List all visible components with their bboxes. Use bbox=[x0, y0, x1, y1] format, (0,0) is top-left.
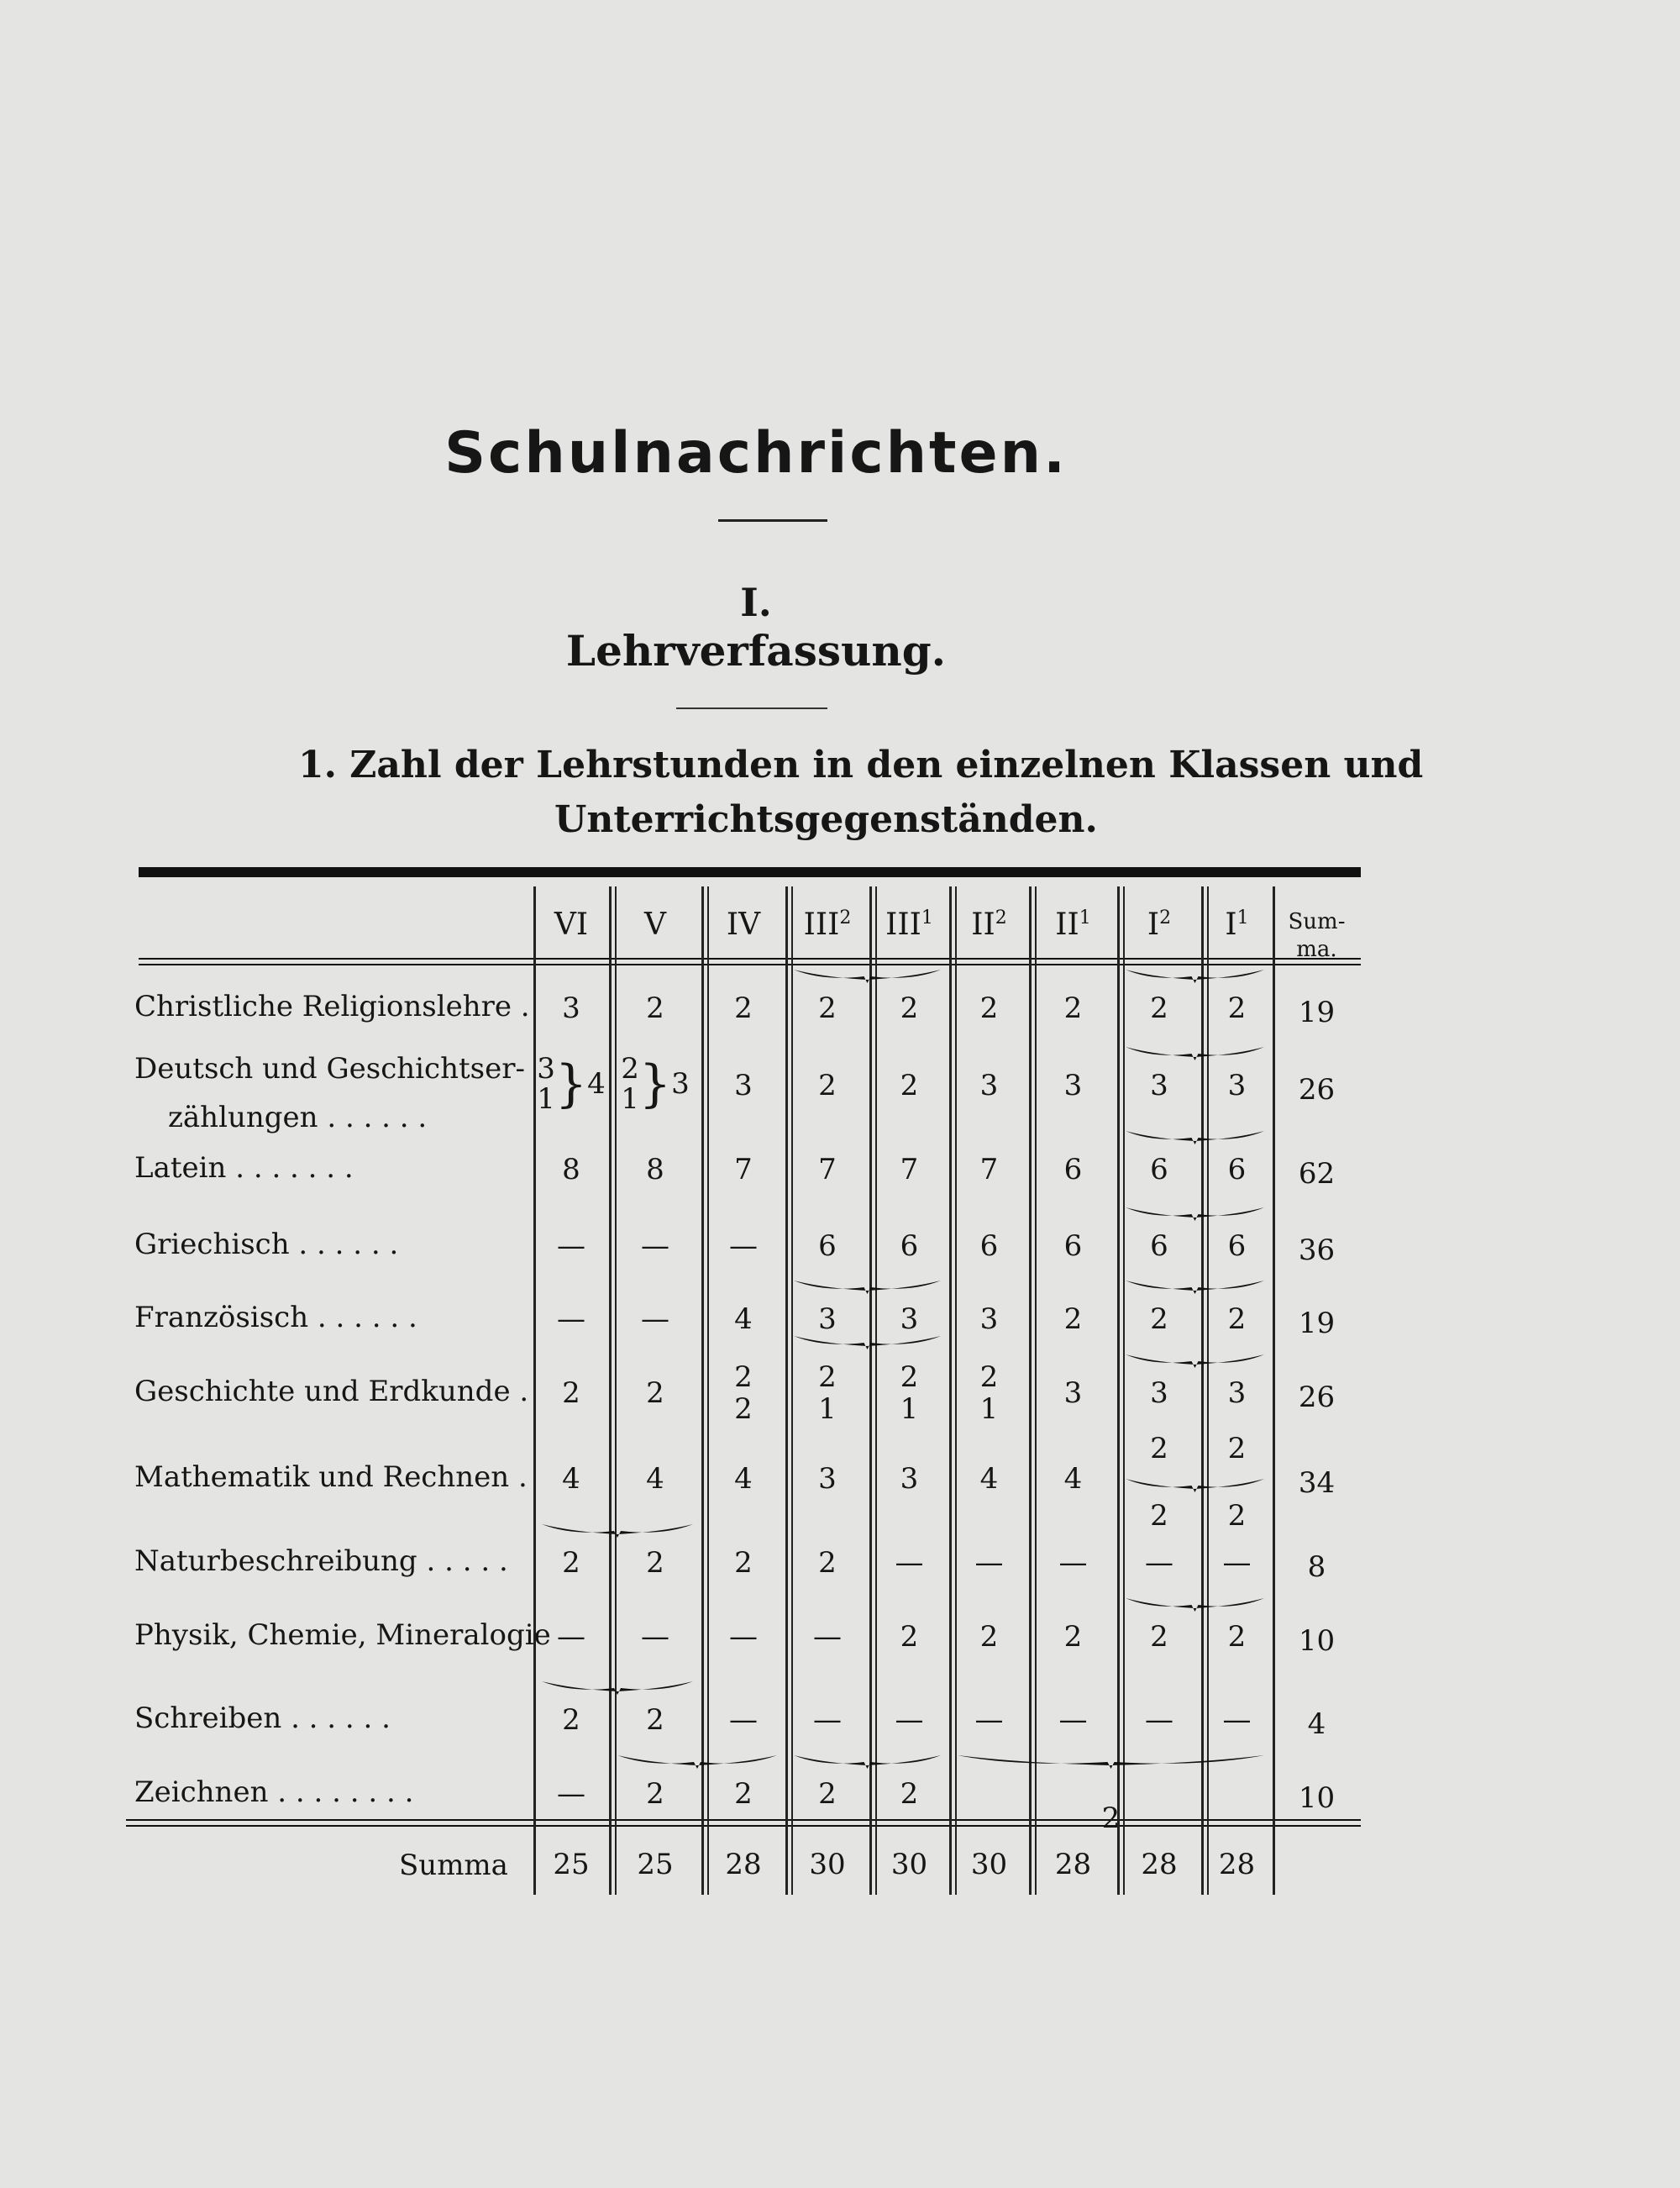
class-division: 1 bbox=[1236, 907, 1249, 928]
table-header-rule bbox=[139, 964, 1361, 965]
row-sum: 8 bbox=[1307, 1550, 1326, 1584]
table-cell: — bbox=[557, 1229, 585, 1263]
section-rule bbox=[676, 707, 827, 709]
summa-label: Summa bbox=[399, 1849, 508, 1882]
class-name: IV bbox=[726, 907, 761, 942]
table-cell: 2 bbox=[818, 1069, 837, 1102]
table-cell bbox=[949, 1361, 1029, 1425]
table-cell: — bbox=[895, 1703, 924, 1737]
combined-classes-brace bbox=[542, 1521, 693, 1539]
table-cell: 4 bbox=[562, 1462, 580, 1496]
table-cell: 2 bbox=[900, 1620, 919, 1654]
row-label: Französisch . . . . . . bbox=[134, 1301, 417, 1334]
row-sum: 62 bbox=[1298, 1157, 1336, 1191]
class-name: III bbox=[885, 907, 921, 942]
table-cell: 2 bbox=[1063, 991, 1083, 1025]
table-cell: — bbox=[974, 1703, 1004, 1737]
table-cell: — bbox=[974, 1546, 1004, 1580]
combined-classes-brace bbox=[1126, 1044, 1264, 1062]
section-number: I. bbox=[740, 580, 772, 625]
table-cell: — bbox=[1058, 1546, 1088, 1580]
combined-classes-brace bbox=[617, 1752, 777, 1770]
table-cell: 2 bbox=[646, 991, 664, 1025]
table-cell: 2 bbox=[818, 991, 837, 1025]
row-sum: 26 bbox=[1298, 1073, 1336, 1107]
cell-value-bottom: 1 bbox=[900, 1392, 919, 1426]
class-name: V bbox=[644, 907, 666, 942]
table-cell: 2 bbox=[646, 1376, 664, 1410]
table-cell: 2 bbox=[734, 1546, 753, 1580]
table-cell: 3 bbox=[900, 1302, 919, 1336]
row-sum: 34 bbox=[1298, 1466, 1336, 1500]
table-cell: 6 bbox=[1063, 1153, 1083, 1186]
column-header-III1 bbox=[869, 907, 949, 942]
table-cell: 4 bbox=[734, 1302, 753, 1336]
table-header-rule bbox=[139, 958, 1361, 960]
summa-value: 30 bbox=[890, 1848, 928, 1881]
column-header-I2 bbox=[1117, 907, 1201, 942]
summa-value: 25 bbox=[553, 1848, 590, 1881]
table-cell: 3 bbox=[734, 1069, 753, 1102]
table-cell bbox=[701, 1361, 785, 1425]
table-cell: 3 bbox=[979, 1302, 999, 1336]
column-header-V bbox=[609, 907, 701, 942]
table-cell: — bbox=[641, 1302, 669, 1336]
table-cell: 7 bbox=[900, 1153, 919, 1186]
table-cell: 6 bbox=[1227, 1153, 1247, 1186]
table-cell: — bbox=[895, 1546, 924, 1580]
row-label: Naturbeschreibung . . . . . bbox=[134, 1544, 508, 1578]
table-cell bbox=[609, 1054, 701, 1114]
table-cell: — bbox=[813, 1703, 842, 1737]
class-division: 2 bbox=[1159, 907, 1172, 928]
row-label-cont: zählungen . . . . . . bbox=[168, 1101, 428, 1134]
section-title: Lehrverfassung. bbox=[565, 626, 947, 676]
combined-classes-brace bbox=[794, 1333, 941, 1351]
cell-value-bottom: 2 bbox=[734, 1392, 753, 1426]
cell-value-top: 2 bbox=[1227, 1432, 1247, 1465]
table-cell: 6 bbox=[979, 1229, 999, 1263]
table-cell: 2 bbox=[562, 1376, 580, 1410]
table-cell: 6 bbox=[900, 1229, 919, 1263]
row-sum: 36 bbox=[1298, 1233, 1336, 1267]
table-cell: 2 bbox=[979, 991, 999, 1025]
table-cell: 6 bbox=[1150, 1229, 1168, 1263]
combined-classes-brace bbox=[1126, 966, 1264, 985]
table-cell: 2 bbox=[900, 1069, 919, 1102]
row-label: Mathematik und Rechnen . bbox=[134, 1460, 528, 1494]
cell-value-bottom: 1 bbox=[979, 1392, 999, 1426]
class-name: I bbox=[1147, 907, 1160, 942]
row-sum: 19 bbox=[1298, 996, 1336, 1029]
row-label: Christliche Religionslehre . bbox=[134, 990, 530, 1023]
table-cell: 3 bbox=[818, 1462, 837, 1496]
table-cell: — bbox=[557, 1620, 585, 1654]
cell-part: 1 bbox=[537, 1082, 555, 1116]
table-cell: 2 bbox=[734, 991, 753, 1025]
table-cell bbox=[533, 1054, 609, 1114]
table-cell: 7 bbox=[734, 1153, 753, 1186]
table-cell: — bbox=[729, 1703, 758, 1737]
summa-value: 28 bbox=[1054, 1848, 1092, 1881]
table-cell: — bbox=[729, 1229, 758, 1263]
column-header-II2 bbox=[949, 907, 1029, 942]
table-cell: 8 bbox=[562, 1153, 580, 1186]
combined-classes-brace bbox=[958, 1752, 1264, 1770]
table-cell: 2 bbox=[818, 1546, 837, 1580]
table-cell: 6 bbox=[1063, 1229, 1083, 1263]
table-cell: 7 bbox=[818, 1153, 837, 1186]
cell-total: 3 bbox=[671, 1067, 690, 1101]
column-header-III2 bbox=[785, 907, 869, 942]
table-cell: — bbox=[557, 1302, 585, 1336]
table-cell: 2 bbox=[562, 1703, 580, 1737]
table-cell: 2 bbox=[1063, 1302, 1083, 1336]
table-cell: 2 bbox=[1150, 1302, 1168, 1336]
cell-part: 3 bbox=[537, 1052, 555, 1086]
class-name: II bbox=[1055, 907, 1079, 942]
table-cell bbox=[785, 1361, 869, 1425]
page-title: Schulnachrichten. bbox=[444, 420, 1068, 487]
sum-header-2: ma. bbox=[1296, 937, 1337, 962]
table-cell: 7 bbox=[979, 1153, 999, 1186]
summa-value: 28 bbox=[725, 1848, 762, 1881]
cell-value-bottom: 1 bbox=[818, 1392, 837, 1426]
combined-classes-brace bbox=[794, 966, 941, 985]
row-label: Physik, Chemie, Mineralogie bbox=[134, 1618, 551, 1652]
sum-header-1: Sum- bbox=[1288, 909, 1346, 934]
table-cell: 2 bbox=[1150, 1620, 1168, 1654]
subtitle-line-1: 1. Zahl der Lehrstunden in den einzelnen Klassen und bbox=[298, 744, 1424, 786]
combined-classes-brace bbox=[794, 1277, 941, 1296]
table-cell: — bbox=[641, 1620, 669, 1654]
table-cell: 2 bbox=[1063, 1620, 1083, 1654]
table-cell: — bbox=[813, 1620, 842, 1654]
class-division: 2 bbox=[995, 907, 1007, 928]
table-cell: 3 bbox=[562, 991, 580, 1025]
table-cell: — bbox=[729, 1620, 758, 1654]
class-name: II bbox=[971, 907, 995, 942]
row-sum: 26 bbox=[1298, 1381, 1336, 1414]
table-cell: 2 bbox=[1150, 991, 1168, 1025]
combined-classes-brace bbox=[1126, 1277, 1264, 1296]
table-cell: 2 bbox=[646, 1546, 664, 1580]
class-division: 2 bbox=[839, 907, 852, 928]
combined-classes-brace bbox=[794, 1752, 941, 1770]
merged-cell: 2 bbox=[1101, 1801, 1121, 1835]
row-label: Latein . . . . . . . bbox=[134, 1151, 354, 1185]
table-cell: 2 bbox=[900, 991, 919, 1025]
summa-value: 30 bbox=[809, 1848, 846, 1881]
cell-part: 1 bbox=[621, 1082, 639, 1116]
brace-symbol: } bbox=[554, 1055, 588, 1113]
column-header-VI bbox=[533, 907, 609, 942]
cell-value-top: 2 bbox=[818, 1360, 837, 1394]
table-cell: 3 bbox=[1063, 1376, 1083, 1410]
class-division: 1 bbox=[921, 907, 933, 928]
cell-value-top: 2 bbox=[734, 1360, 753, 1394]
combined-classes-brace bbox=[1126, 1128, 1264, 1146]
table-cell: — bbox=[1222, 1703, 1252, 1737]
column-header-IV bbox=[701, 907, 785, 942]
table-cell: — bbox=[1145, 1546, 1173, 1580]
combined-classes-brace bbox=[1126, 1204, 1264, 1223]
table-cell: 2 bbox=[979, 1620, 999, 1654]
cell-value-top: 2 bbox=[979, 1360, 999, 1394]
row-label: Zeichnen . . . . . . . . bbox=[134, 1775, 414, 1809]
cell-value-bottom: 2 bbox=[1227, 1499, 1247, 1533]
summa-value: 30 bbox=[970, 1848, 1008, 1881]
table-cell: 2 bbox=[1227, 991, 1247, 1025]
table-cell: — bbox=[641, 1229, 669, 1263]
row-sum: 10 bbox=[1298, 1624, 1336, 1658]
class-name: I bbox=[1225, 907, 1237, 942]
table-cell: 3 bbox=[1227, 1069, 1247, 1102]
table-cell: 3 bbox=[1063, 1069, 1083, 1102]
table-cell: — bbox=[1058, 1703, 1088, 1737]
combined-classes-brace bbox=[1126, 1595, 1264, 1613]
row-sum: 4 bbox=[1307, 1707, 1326, 1741]
table-cell: 3 bbox=[979, 1069, 999, 1102]
table-cell: 2 bbox=[646, 1777, 664, 1811]
table-cell: 2 bbox=[1227, 1302, 1247, 1336]
table-cell: 6 bbox=[1227, 1229, 1247, 1263]
cell-value-bottom: 2 bbox=[1150, 1499, 1168, 1533]
cell-value-top: 2 bbox=[900, 1360, 919, 1394]
row-label: Deutsch und Geschichtser- bbox=[134, 1052, 525, 1086]
table-cell: 3 bbox=[1227, 1376, 1247, 1410]
row-label: Griechisch . . . . . . bbox=[134, 1228, 399, 1261]
table-cell: 2 bbox=[646, 1703, 664, 1737]
table-cell: 4 bbox=[979, 1462, 999, 1496]
combined-classes-brace bbox=[1126, 1475, 1264, 1494]
table-cell: 2 bbox=[900, 1777, 919, 1811]
cell-total: 4 bbox=[587, 1067, 606, 1101]
row-sum: 19 bbox=[1298, 1307, 1336, 1340]
summa-value: 25 bbox=[637, 1848, 674, 1881]
table-cell: 3 bbox=[1150, 1069, 1168, 1102]
column-header-II1 bbox=[1029, 907, 1117, 942]
row-label: Schreiben . . . . . . bbox=[134, 1701, 391, 1735]
table-cell: 8 bbox=[646, 1153, 664, 1186]
combined-classes-brace bbox=[1126, 1351, 1264, 1370]
table-top-rule bbox=[139, 867, 1361, 877]
table-cell: — bbox=[1145, 1703, 1173, 1737]
table-cell: 3 bbox=[1150, 1376, 1168, 1410]
table-cell: 4 bbox=[1063, 1462, 1083, 1496]
combined-classes-brace bbox=[542, 1678, 693, 1696]
cell-value-top: 2 bbox=[1150, 1432, 1168, 1465]
table-cell: 2 bbox=[562, 1546, 580, 1580]
summa-value: 28 bbox=[1141, 1848, 1178, 1881]
table-cell: 6 bbox=[818, 1229, 837, 1263]
row-label: Geschichte und Erdkunde . bbox=[134, 1375, 529, 1408]
table-cell: 4 bbox=[646, 1462, 664, 1496]
class-name: III bbox=[803, 907, 840, 942]
table-cell: 3 bbox=[818, 1302, 837, 1336]
row-sum: 10 bbox=[1298, 1781, 1336, 1815]
table-cell: 4 bbox=[734, 1462, 753, 1496]
summa-value: 28 bbox=[1218, 1848, 1256, 1881]
table-cell: 3 bbox=[900, 1462, 919, 1496]
table-cell bbox=[869, 1361, 949, 1425]
table-cell: 2 bbox=[818, 1777, 837, 1811]
subtitle-line-2: Unterrichtsgegenständen. bbox=[554, 798, 1098, 841]
brace-symbol: } bbox=[638, 1055, 672, 1113]
table-cell: 2 bbox=[1227, 1620, 1247, 1654]
table-cell: — bbox=[557, 1777, 585, 1811]
table-cell: 2 bbox=[734, 1777, 753, 1811]
class-division: 1 bbox=[1079, 907, 1091, 928]
class-name: VI bbox=[554, 907, 589, 942]
cell-part: 2 bbox=[621, 1052, 639, 1086]
column-header-I1 bbox=[1201, 907, 1273, 942]
title-underline bbox=[718, 519, 827, 522]
table-cell: — bbox=[1222, 1546, 1252, 1580]
table-cell: 6 bbox=[1150, 1153, 1168, 1186]
